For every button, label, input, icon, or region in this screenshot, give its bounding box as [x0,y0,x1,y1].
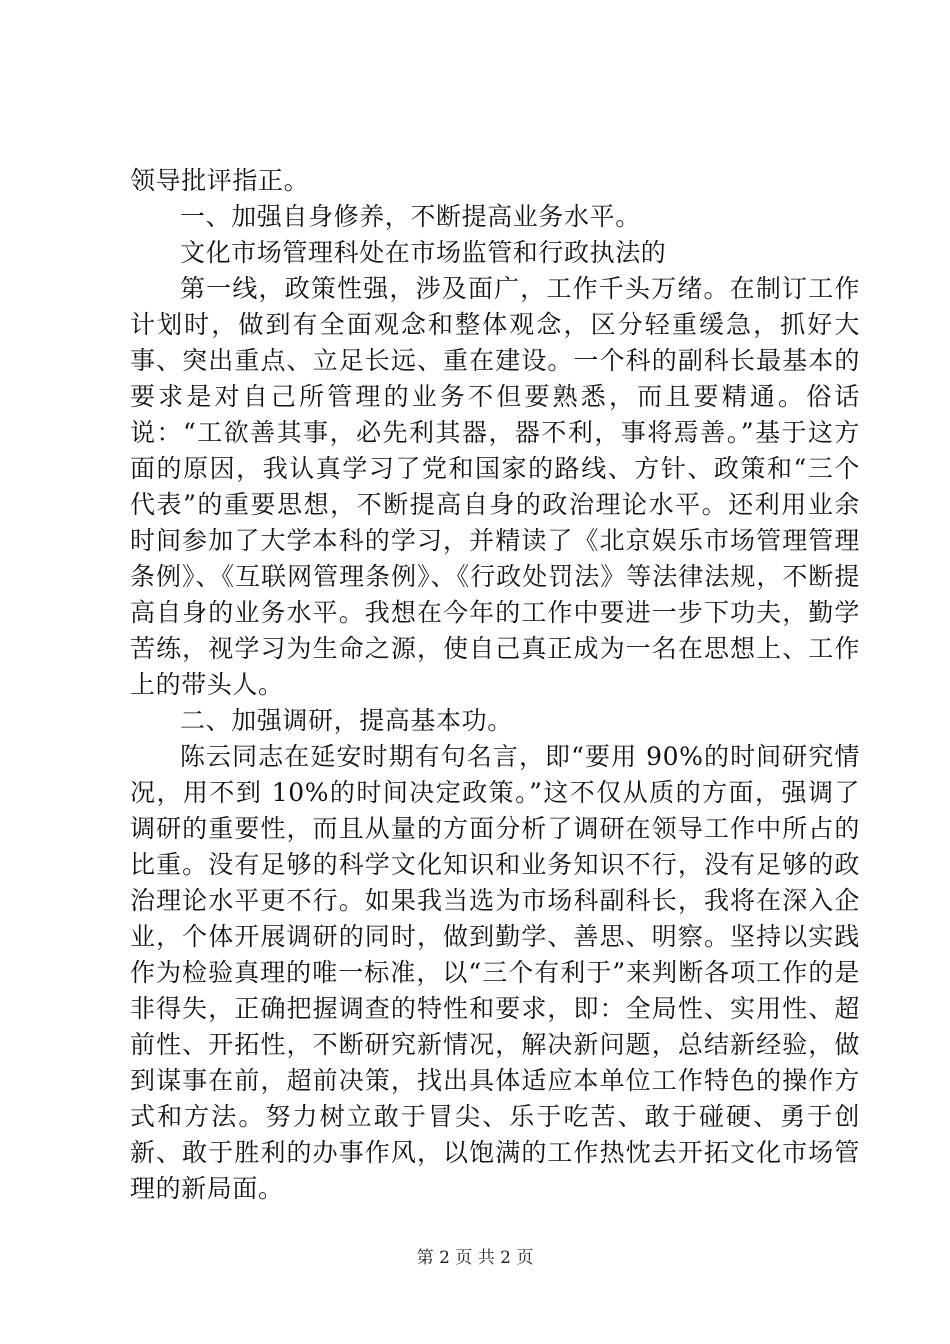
paragraph-closing-line: 领导批评指正。 [130,166,310,195]
paragraph-market-intro: 文化市场管理科处在市场监管和行政执法的 [180,238,667,267]
heading-section-one: 一、加强自身修养，不断提高业务水平。 [180,202,641,231]
paragraph-section-one-body: 第一线，政策性强，涉及面广，工作千头万绪。在制订工作计划时，做到有全面观念和整体观念，区分轻重缓急，抓好大事、突出重点、立足长远、重在建设。一个科的副科长最基本的要求是对自己所管理的业务不但要熟悉，而且要精通。俗话说：“工欲善其事，必先利其器，器不利，事将焉善。”基于这方面的原因，我认真学习了党和国家的路线、方针、政策和“三个代表”的重要思想，不断提高自身的政治理论水平。还利用业余时间参加了大学本科的学习，并精读了《北京娱乐市场管理管理条例》、《互联网管理条例》、《行政处罚法》等法律法规，不断提高自身的业务水平。我想在今年的工作中要进一步下功夫，勤学苦练，视学习为生命之源，使自己真正成为一名在思想上、工作上的带头人。 [130,274,860,699]
page-footer: 第 2 页 共 2 页 [416,1248,534,1268]
paragraph-section-two-body: 陈云同志在延安时期有句名言，即“要用 90%的时间研究情况，用不到 10%的时间决定政策。”这不仅从质的方面，强调了调研的重要性，而且从量的方面分析了调研在领导工作中所占的比重。没有足够的科学文化知识和业务知识不行，没有足够的政治理论水平更不行。如果我当选为市场科副科长，我将在深入企业，个体开展调研的同时，做到勤学、善思、明察。坚持以实践作为检验真理的唯一标准，以“三个有利于”来判断各项工作的是非得失，正确把握调查的特性和要求，即：全局性、实用性、超前性、开拓性，不断研究新情况，解决新问题，总结新经验，做到谋事在前，超前决策，找出具体适应本单位工作特色的操作方式和方法。努力树立敢于冒尖、乐于吃苦、敢于碰硬、勇于创新、敢于胜利的办事作风，以饱满的工作热忱去开拓文化市场管理的新局面。 [130,742,860,1203]
heading-section-two: 二、加强调研，提高基本功。 [180,706,513,735]
document-body [130,163,860,1207]
